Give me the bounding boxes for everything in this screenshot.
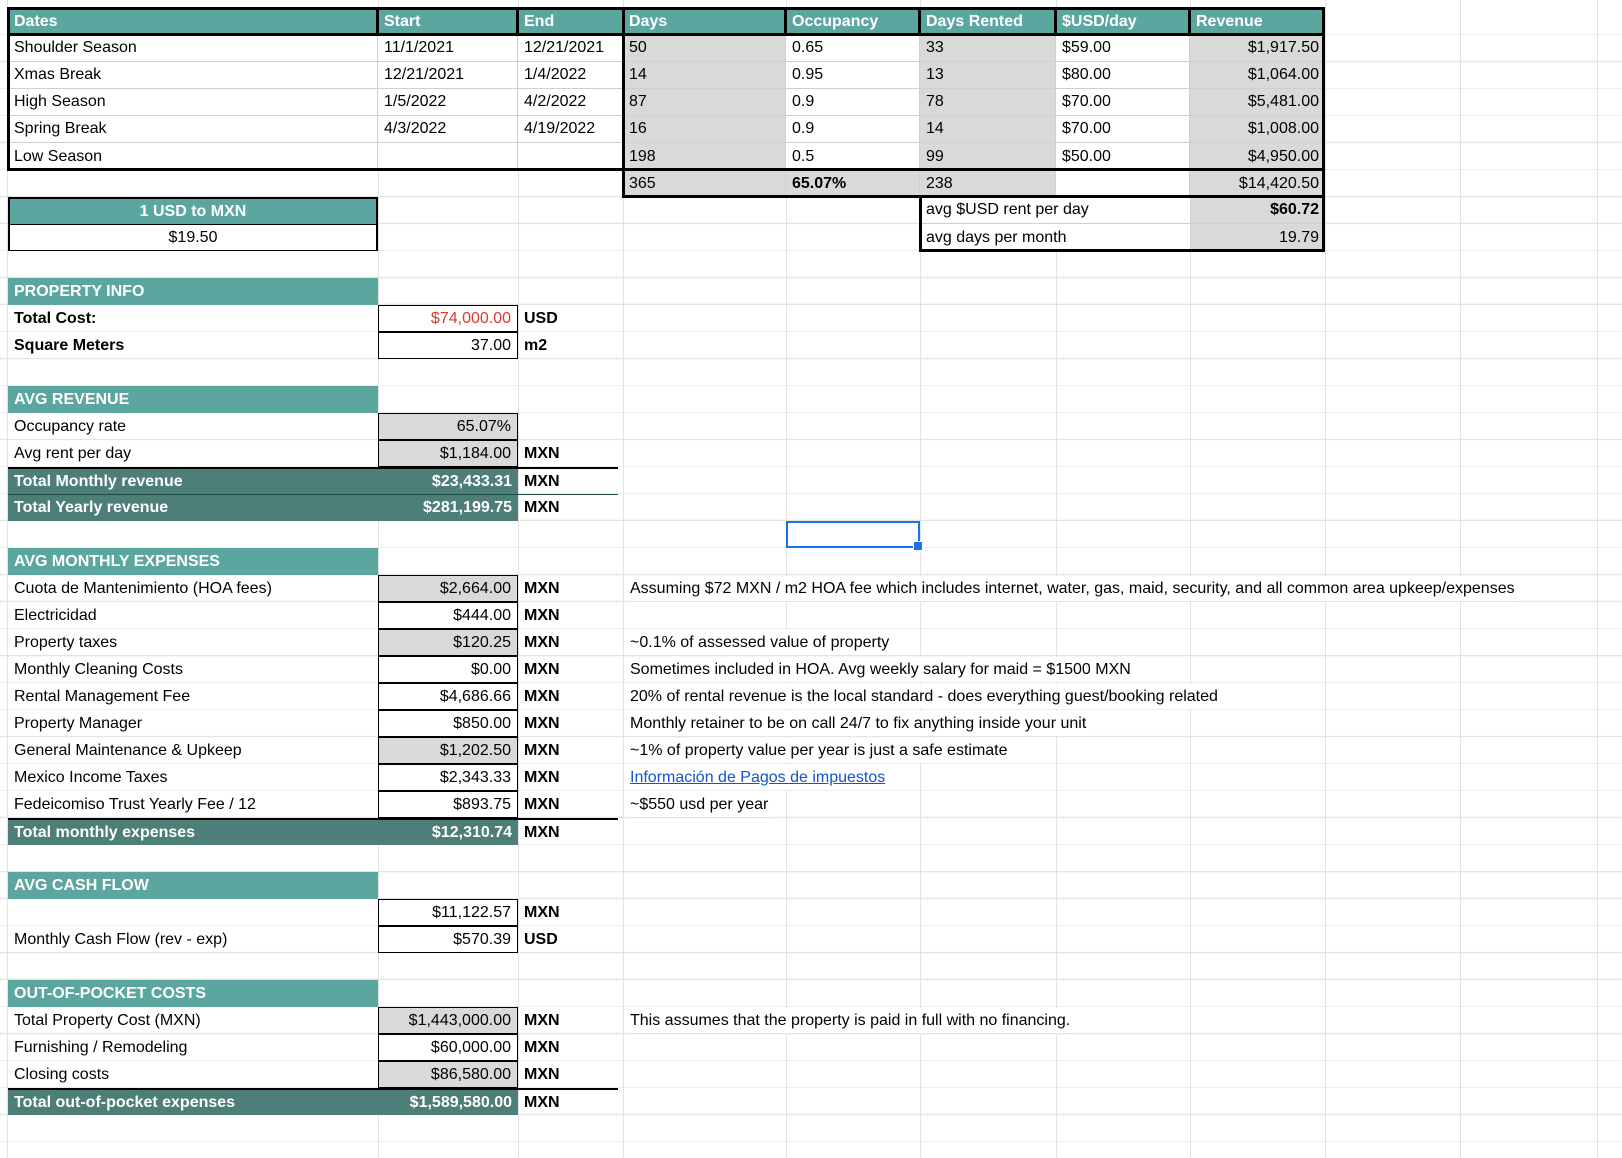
expense-row: [8, 737, 618, 764]
note-cleaning[interactable]: Sometimes included in HOA. Avg weekly salary for maid = $1500 MXN: [630, 657, 1135, 682]
exchange-rate-box: [8, 197, 378, 251]
expense-value[interactable]: $2,664.00: [378, 575, 518, 602]
expense-value[interactable]: $4,686.66: [378, 683, 518, 710]
expense-row: [8, 683, 618, 710]
table-border: [8, 7, 1325, 10]
cell-days-rented[interactable]: 99: [920, 143, 1056, 170]
expense-value[interactable]: $893.75: [378, 791, 518, 818]
cell-season-name[interactable]: Shoulder Season: [8, 35, 378, 62]
oop-row: [8, 1061, 618, 1088]
cell-usd-day[interactable]: $70.00: [1056, 89, 1190, 116]
avg-usd-rent-value[interactable]: $60.72: [1190, 197, 1325, 224]
oop-total-row: [8, 1088, 618, 1115]
expense-label[interactable]: Mexico Income Taxes: [14, 768, 168, 786]
cell-days[interactable]: 14: [623, 62, 786, 89]
property-value[interactable]: $74,000.00: [378, 305, 518, 332]
expense-label[interactable]: Fedeicomiso Trust Yearly Fee / 12: [14, 795, 256, 813]
property-row: [8, 305, 618, 332]
tax-info-link[interactable]: [630, 765, 889, 790]
cash-flow-value[interactable]: $570.39: [378, 926, 518, 953]
col-header-end[interactable]: End: [518, 8, 623, 35]
expense-unit[interactable]: MXN: [524, 768, 560, 786]
avg-days-month-row: [920, 224, 1325, 251]
note-property-taxes[interactable]: ~0.1% of assessed value of property: [630, 630, 893, 655]
revenue-row: [8, 413, 618, 440]
cell-revenue[interactable]: $1,008.00: [1190, 116, 1325, 143]
revenue-total-label[interactable]: Total Monthly revenue: [8, 469, 378, 494]
note-trust-fee[interactable]: ~$550 usd per year: [630, 792, 772, 817]
note-rental-management[interactable]: 20% of rental revenue is the local standard - does everything guest/booking related: [630, 684, 1222, 709]
oop-label[interactable]: Furnishing / Remodeling: [14, 1038, 188, 1056]
section-header-out-of-pocket[interactable]: OUT-OF-POCKET COSTS: [8, 980, 378, 1007]
expense-label[interactable]: Rental Management Fee: [14, 687, 191, 705]
oop-row: [8, 1007, 618, 1034]
cell-usd-day[interactable]: $70.00: [1056, 116, 1190, 143]
cell-usd-day[interactable]: $50.00: [1056, 143, 1190, 170]
cell-days-rented[interactable]: 13: [920, 62, 1056, 89]
exchange-rate-header[interactable]: 1 USD to MXN: [10, 199, 376, 225]
expense-row: [8, 764, 618, 791]
avg-usd-rent-row: [920, 197, 1325, 224]
cell-days-rented[interactable]: 78: [920, 89, 1056, 116]
cash-flow-value[interactable]: $11,122.57: [378, 899, 518, 926]
oop-label[interactable]: Closing costs: [14, 1065, 110, 1083]
cell-occupancy[interactable]: 0.9: [786, 116, 920, 143]
table-border: [376, 7, 379, 36]
expense-label[interactable]: Monthly Cleaning Costs: [14, 660, 183, 678]
revenue-label[interactable]: Avg rent per day: [14, 444, 132, 462]
cell-revenue[interactable]: $1,917.50: [1190, 35, 1325, 62]
revenue-total-unit[interactable]: MXN: [524, 472, 560, 490]
season-row: [8, 143, 1325, 170]
fill-handle[interactable]: [913, 541, 923, 551]
cell-occupancy[interactable]: 0.5: [786, 143, 920, 170]
cell-season-name[interactable]: High Season: [8, 89, 378, 116]
revenue-unit[interactable]: [518, 413, 618, 440]
expense-label[interactable]: Property Manager: [14, 714, 143, 732]
cell-usd-day[interactable]: $59.00: [1056, 35, 1190, 62]
revenue-total-row: [8, 467, 618, 494]
oop-value[interactable]: $1,443,000.00: [378, 1007, 518, 1034]
table-border: [918, 7, 921, 36]
revenue-value[interactable]: 65.07%: [378, 413, 518, 440]
revenue-label[interactable]: Occupancy rate: [14, 417, 127, 435]
oop-unit[interactable]: MXN: [524, 1065, 560, 1083]
cell-end[interactable]: 4/19/2022: [518, 116, 623, 143]
expense-value[interactable]: $0.00: [378, 656, 518, 683]
cash-flow-row: [8, 926, 618, 953]
table-border: [1322, 7, 1325, 252]
cell-start[interactable]: [378, 143, 518, 170]
cell-occupancy[interactable]: 0.65: [786, 35, 920, 62]
expense-unit[interactable]: MXN: [524, 660, 560, 678]
cell-total-days-rented[interactable]: 238: [920, 170, 1056, 197]
expense-row: [8, 575, 618, 602]
season-row: [8, 35, 1325, 62]
oop-unit[interactable]: MXN: [524, 1011, 560, 1029]
cell-revenue[interactable]: $1,064.00: [1190, 62, 1325, 89]
note-property-manager[interactable]: Monthly retainer to be on call 24/7 to fix anything inside your unit: [630, 711, 1090, 736]
table-border: [1188, 7, 1191, 36]
col-header-usd-day[interactable]: $USD/day: [1056, 8, 1190, 35]
table-border: [8, 168, 1325, 171]
col-header-occupancy[interactable]: Occupancy: [786, 8, 920, 35]
expense-label[interactable]: Property taxes: [14, 633, 118, 651]
cell-start[interactable]: 11/1/2021: [378, 35, 518, 62]
cell-season-name[interactable]: Spring Break: [8, 116, 378, 143]
cell-days[interactable]: 16: [623, 116, 786, 143]
note-maintenance[interactable]: ~1% of property value per year is just a safe estimate: [630, 738, 1012, 763]
expense-label[interactable]: General Maintenance & Upkeep: [14, 741, 242, 759]
tax-info-link-text[interactable]: Información de Pagos de impuestos: [630, 769, 886, 786]
cell-start[interactable]: 4/3/2022: [378, 116, 518, 143]
oop-row: [8, 1034, 618, 1061]
oop-label[interactable]: Total Property Cost (MXN): [14, 1011, 201, 1029]
expense-unit[interactable]: MXN: [524, 741, 560, 759]
cell-days-rented[interactable]: 33: [920, 35, 1056, 62]
col-header-days-rented[interactable]: Days Rented: [920, 8, 1056, 35]
expense-value[interactable]: $444.00: [378, 602, 518, 629]
gridline: [1597, 0, 1598, 1158]
col-header-dates[interactable]: Dates: [8, 8, 378, 35]
expense-unit[interactable]: MXN: [524, 714, 560, 732]
oop-value[interactable]: $86,580.00: [378, 1061, 518, 1088]
cash-flow-row: [8, 899, 618, 926]
expense-row: [8, 656, 618, 683]
cell-total-revenue[interactable]: $14,420.50: [1190, 170, 1325, 197]
col-header-revenue[interactable]: Revenue: [1190, 8, 1325, 35]
season-row: [8, 116, 1325, 143]
expense-value[interactable]: $120.25: [378, 629, 518, 656]
revenue-total-value[interactable]: $23,433.31: [378, 469, 518, 494]
season-row: [8, 62, 1325, 89]
revenue-row: [8, 440, 618, 467]
section-header-avg-revenue[interactable]: AVG REVENUE: [8, 386, 378, 413]
expense-row: [8, 791, 618, 818]
section-header-avg-monthly-expenses[interactable]: AVG MONTHLY EXPENSES: [8, 548, 378, 575]
season-row: [8, 89, 1325, 116]
cell-days-rented[interactable]: 14: [920, 116, 1056, 143]
cell-season-name[interactable]: Xmas Break: [8, 62, 378, 89]
revenue-total-row: [8, 494, 618, 521]
cell-days[interactable]: 198: [623, 143, 786, 170]
avg-days-month-label[interactable]: avg days per month: [920, 224, 1190, 251]
cell-end[interactable]: [518, 143, 623, 170]
table-border: [1054, 7, 1057, 36]
cash-flow-label[interactable]: [8, 899, 378, 926]
expense-total-value[interactable]: $12,310.74: [378, 820, 518, 845]
revenue-total-label[interactable]: Total Yearly revenue: [8, 495, 378, 521]
expense-total-row: [8, 818, 618, 845]
note-hoa[interactable]: Assuming $72 MXN / m2 HOA fee which includes internet, water, gas, maid, security, and all common area upkeep/expenses: [630, 576, 1519, 601]
section-header-property-info[interactable]: PROPERTY INFO: [8, 278, 378, 305]
cell-days[interactable]: 87: [623, 89, 786, 116]
cell-season-name[interactable]: Low Season: [8, 143, 378, 170]
cell-revenue[interactable]: $4,950.00: [1190, 143, 1325, 170]
cash-flow-label[interactable]: Monthly Cash Flow (rev - exp): [14, 930, 228, 948]
expense-label[interactable]: Cuota de Mantenimiento (HOA fees): [14, 579, 272, 597]
cell-start[interactable]: 12/21/2021: [378, 62, 518, 89]
oop-total-label[interactable]: Total out-of-pocket expenses: [8, 1090, 378, 1115]
property-unit[interactable]: USD: [524, 309, 558, 327]
cell-total-occupancy[interactable]: 65.07%: [786, 170, 920, 197]
revenue-unit[interactable]: MXN: [524, 444, 560, 462]
oop-total-unit[interactable]: MXN: [524, 1093, 560, 1111]
expense-value[interactable]: $1,202.50: [378, 737, 518, 764]
cell-revenue[interactable]: $5,481.00: [1190, 89, 1325, 116]
table-border: [784, 7, 787, 36]
note-no-financing[interactable]: This assumes that the property is paid in full with no financing.: [630, 1008, 1074, 1033]
expense-value[interactable]: $850.00: [378, 710, 518, 737]
col-header-start[interactable]: Start: [378, 8, 518, 35]
season-totals-row: [623, 170, 1325, 197]
expense-total-label[interactable]: Total monthly expenses: [8, 820, 378, 845]
exchange-rate-value[interactable]: $19.50: [10, 225, 376, 250]
cell-end[interactable]: 1/4/2022: [518, 62, 623, 89]
table-border: [622, 195, 1325, 198]
expense-label[interactable]: Electricidad: [14, 606, 97, 624]
expense-unit[interactable]: MXN: [524, 606, 560, 624]
revenue-value[interactable]: $1,184.00: [378, 440, 518, 467]
season-table-header-row: [8, 8, 1325, 35]
revenue-total-value[interactable]: $281,199.75: [378, 495, 518, 521]
expense-row: [8, 629, 618, 656]
property-label[interactable]: Square Meters: [14, 336, 125, 354]
expense-unit[interactable]: MXN: [524, 579, 560, 597]
section-header-avg-cash-flow[interactable]: AVG CASH FLOW: [8, 872, 378, 899]
avg-usd-rent-label[interactable]: avg $USD rent per day: [920, 197, 1190, 224]
avg-days-month-value[interactable]: 19.79: [1190, 224, 1325, 251]
revenue-total-unit[interactable]: MXN: [524, 499, 560, 516]
property-label[interactable]: Total Cost:: [14, 309, 97, 327]
expense-total-unit[interactable]: MXN: [524, 823, 560, 841]
expense-value[interactable]: $2,343.33: [378, 764, 518, 791]
expense-unit[interactable]: MXN: [524, 687, 560, 705]
cell-end[interactable]: 12/21/2021: [518, 35, 623, 62]
cash-flow-unit[interactable]: MXN: [524, 903, 560, 921]
cell-total-usd-day[interactable]: [1056, 170, 1190, 197]
oop-value[interactable]: $60,000.00: [378, 1034, 518, 1061]
table-border: [919, 196, 922, 252]
selected-cell[interactable]: [786, 521, 920, 548]
table-border: [919, 249, 1325, 252]
cell-end[interactable]: 4/2/2022: [518, 89, 623, 116]
property-unit[interactable]: m2: [524, 336, 548, 354]
cell-usd-day[interactable]: $80.00: [1056, 62, 1190, 89]
expense-unit[interactable]: MXN: [524, 633, 560, 651]
col-header-days[interactable]: Days: [623, 8, 786, 35]
table-border: [7, 7, 10, 171]
cell-days[interactable]: 50: [623, 35, 786, 62]
oop-total-value[interactable]: $1,589,580.00: [378, 1090, 518, 1115]
cash-flow-unit[interactable]: USD: [524, 930, 558, 948]
cell-occupancy[interactable]: 0.9: [786, 89, 920, 116]
cell-start[interactable]: 1/5/2022: [378, 89, 518, 116]
expense-row: [8, 602, 618, 629]
table-border: [8, 33, 1325, 36]
oop-unit[interactable]: MXN: [524, 1038, 560, 1056]
cell-occupancy[interactable]: 0.95: [786, 62, 920, 89]
cell-total-days[interactable]: 365: [623, 170, 786, 197]
expense-unit[interactable]: MXN: [524, 795, 560, 813]
expense-row: [8, 710, 618, 737]
property-value[interactable]: 37.00: [378, 332, 518, 359]
property-row: [8, 332, 618, 359]
table-border: [516, 7, 519, 36]
table-border: [622, 7, 625, 198]
